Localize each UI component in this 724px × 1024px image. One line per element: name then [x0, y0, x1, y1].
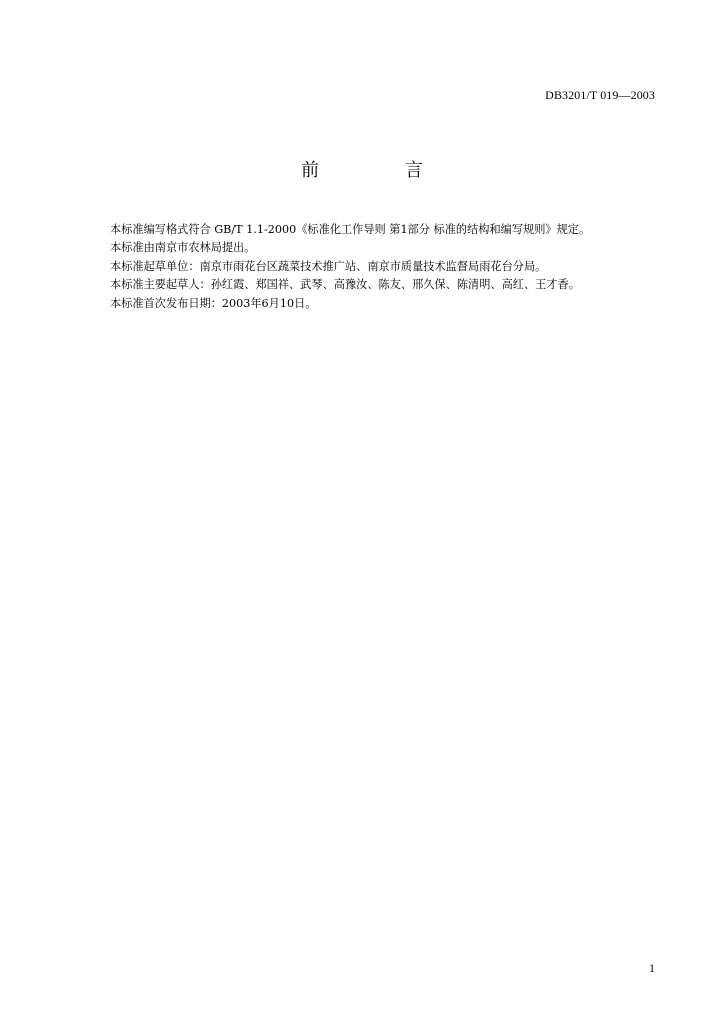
- paragraph-drafters: 本标准主要起草人：孙红霞、郑国祥、武琴、高豫汝、陈友、邢久保、陈清明、高红、王才香。: [110, 278, 580, 292]
- foreword-body: [110, 221, 670, 313]
- page-number: 1: [649, 961, 655, 975]
- paragraph-release-date: 本标准首次发布日期：2003年6月10日。: [110, 296, 317, 310]
- paragraph-format: 本标准编写格式符合 GB/T 1.1-2000《标准化工作导则 第1部分 标准的结构和编写规则》规定。: [110, 223, 591, 236]
- page-title: 前 言: [301, 160, 463, 181]
- paragraph-proposer: 本标准由南京市农林局提出。: [110, 241, 256, 255]
- paragraph-drafting-units: 本标准起草单位：南京市雨花台区蔬菜技术推广站、南京市质量技术监督局雨花台分局。: [110, 259, 547, 273]
- document-code: DB3201/T 019—2003: [545, 88, 655, 102]
